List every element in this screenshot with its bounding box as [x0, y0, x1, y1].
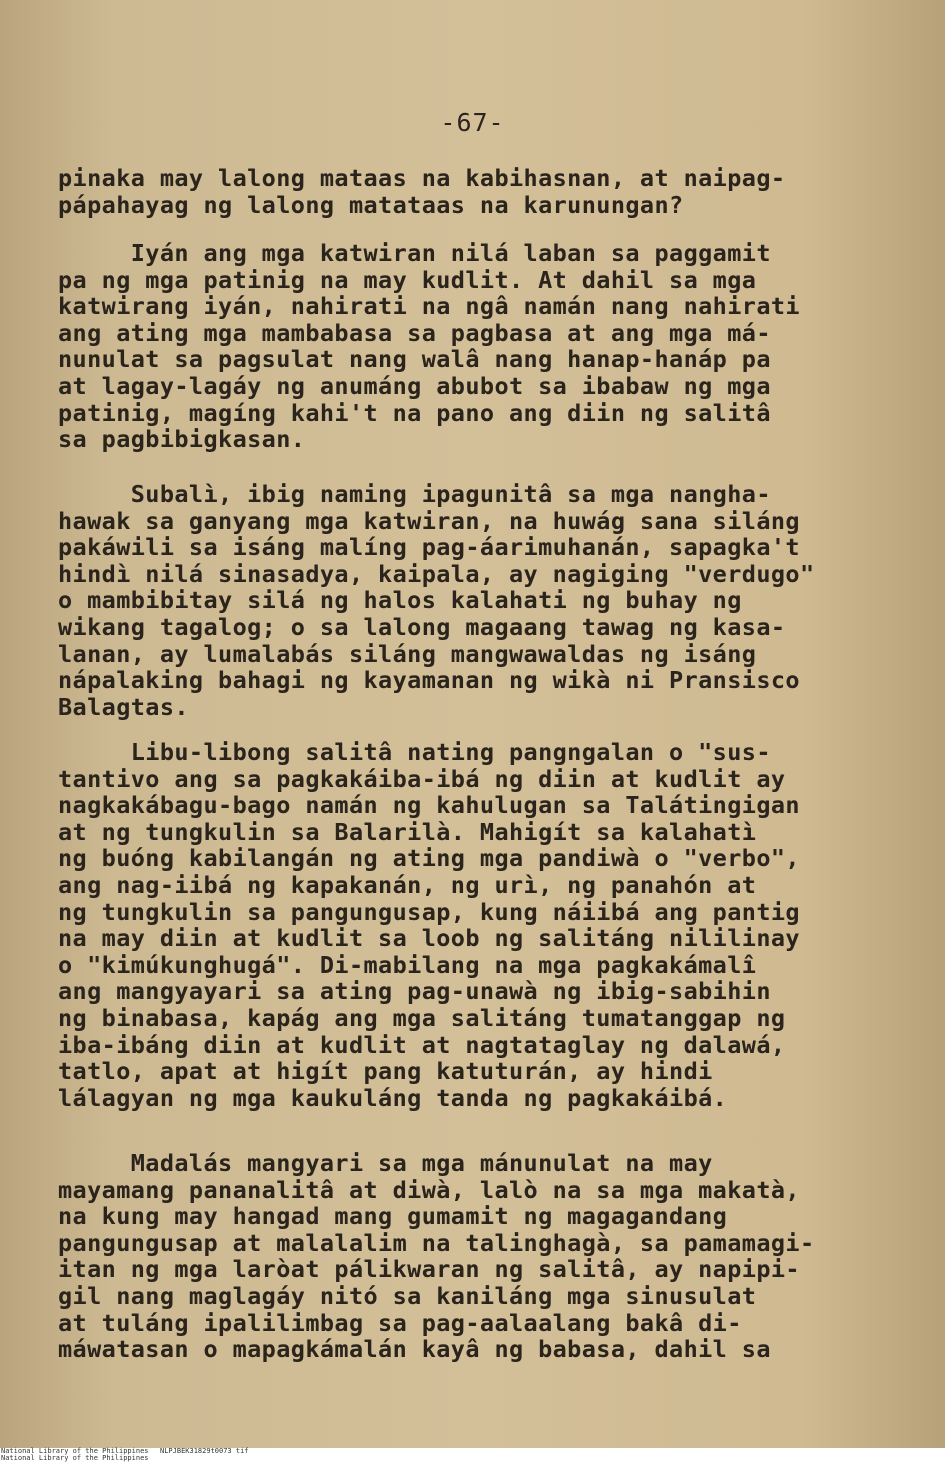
text-line: ng binabasa, kapág ang mga salitáng tumatanggap ng — [58, 1003, 786, 1032]
scan-footer — [0, 1448, 945, 1463]
text-line: lálagyan ng mga kaukuláng tanda ng pagkakáibá. — [58, 1083, 728, 1112]
text-line: ang mangyayari sa ating pag-unawà ng ibig-sabihin — [58, 977, 771, 1006]
text-line: katwirang iyán, nahirati na ngâ namán nang nahirati — [58, 292, 800, 321]
text-line: Balagtas. — [58, 692, 189, 721]
text-line: ng buóng kabilangán ng ating mga pandiwà o "verbo", — [58, 844, 800, 873]
text-line: mayamang pananalitâ at diwà, lalò na sa mga makatà, — [58, 1175, 800, 1204]
text-line: máwatasan o mapagkámalán kayâ ng babasa, dahil sa — [58, 1335, 771, 1364]
paragraph — [58, 240, 898, 453]
text-line: ng tungkulin sa pangungusap, kung náiibá ang pantig — [58, 897, 800, 926]
paragraph — [58, 481, 898, 720]
text-line: Subalì, ibig naming ipagunitâ sa mga nangha- — [58, 480, 771, 508]
text-line: at tuláng ipalilimbag sa pag-aalaalang bakâ di- — [58, 1308, 742, 1337]
text-line: itan ng mga laròat pálikwaran ng salitâ, ay napipi- — [58, 1255, 800, 1284]
text-line: pangungusap at malalalim na talinghagà, sa pamamagi- — [58, 1228, 815, 1257]
text-line: pápahayag ng lalong matataas na karunungan? — [58, 190, 684, 219]
text-line: ang nag-iibá ng kapakanán, ng urì, ng panahón at — [58, 870, 757, 899]
text-line: pa ng mga patinig na may kudlit. At dahil sa mga — [58, 265, 757, 294]
footer-file-name: NLPJBEK31829t0073 tif — [160, 1447, 249, 1455]
text-line: wikang tagalog; o sa lalong magaang tawag ng kasa- — [58, 612, 786, 641]
text-line: tantivo ang sa pagkakáiba-ibá ng diin at kudlit ay — [58, 764, 786, 793]
text-line: lanan, ay lumalabás siláng mangwawaldas ng isáng — [58, 639, 757, 668]
paragraph — [58, 739, 898, 1111]
text-line: at lagay-lagáy ng anumáng abubot sa ibabaw ng mga — [58, 371, 771, 400]
text-line: na kung may hangad mang gumamit ng magagandang — [58, 1202, 728, 1231]
footer-library-line: National Library of the Philippines — [1, 1454, 149, 1462]
text-line: at ng tungkulin sa Balarilà. Mahigít sa kalahatì — [58, 817, 757, 846]
text-line: tatlo, apat at higít pang katuturán, ay hindi — [58, 1057, 713, 1086]
text-line: hawak sa ganyang mga katwiran, na huwág sana siláng — [58, 506, 800, 535]
text-line: o mambibitay silá ng halos kalahati ng buhay ng — [58, 586, 742, 615]
text-line: pakáwili sa isáng malíng pag-áarimuhanán, sapagka't — [58, 533, 800, 562]
paragraph — [58, 1150, 898, 1363]
paragraph — [58, 165, 898, 218]
text-line: Madalás mangyari sa mga mánunulat na may — [58, 1149, 713, 1177]
text-line: na may diin at kudlit sa loob ng salitáng nililinay — [58, 924, 800, 953]
text-line: hindì nilá sinasadya, kaipala, ay nagiging "verdugo" — [58, 559, 815, 588]
text-line: Iyán ang mga katwiran nilá laban sa paggamit — [58, 239, 771, 267]
text-line: nápalaking bahagi ng kayamanan ng wikà ni Pransisco — [58, 666, 800, 695]
text-line: patinig, magíng kahi't na pano ang diin ng salitâ — [58, 398, 771, 427]
text-line: nunulat sa pagsulat nang walâ nang hanap-hanáp pa — [58, 345, 771, 374]
text-line: sa pagbibigkasan. — [58, 425, 306, 454]
text-line: pinaka may lalong mataas na kabihasnan, at naipag- — [58, 164, 786, 192]
text-line: Libu-libong salitâ nating pangngalan o "sus- — [58, 738, 771, 766]
footer-library-line: National Library of the Philippines — [1, 1447, 149, 1455]
text-line: nagkakábagu-bago namán ng kahulugan sa Talátingigan — [58, 791, 800, 820]
text-line: ang ating mga mambabasa sa pagbasa at ang mga má- — [58, 318, 771, 347]
page-number: -67- — [440, 108, 505, 137]
text-line: gil nang maglagáy nitó sa kaniláng mga sinusulat — [58, 1281, 757, 1310]
text-line: iba-ibáng diin at kudlit at nagtataglay ng dalawá, — [58, 1030, 786, 1059]
text-line: o "kimúkunghugá". Di-mabilang na mga pagkakámalî — [58, 950, 757, 979]
